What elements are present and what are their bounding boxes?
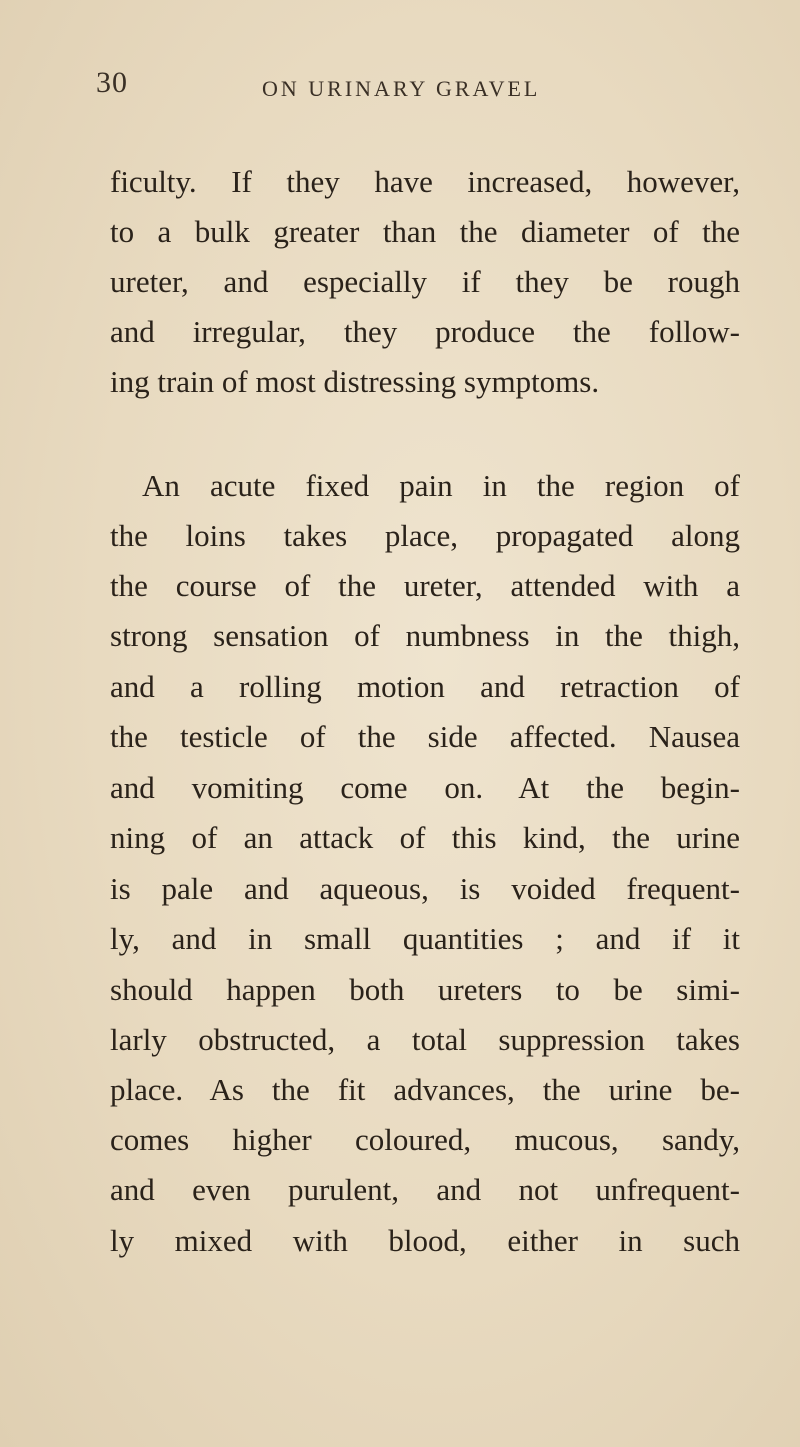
- text-line: the course of the ureter, attended with a: [110, 568, 740, 603]
- text-line: An acute fixed pain in the region of: [142, 468, 740, 503]
- text-line: ing train of most distressing symptoms.: [110, 364, 600, 399]
- text-line: the loins takes place, propagated along: [110, 518, 740, 553]
- running-title: ON URINARY GRAVEL: [262, 76, 541, 101]
- text-line: and vomiting come on. At the begin-: [110, 770, 740, 805]
- page-number: 30: [96, 66, 128, 99]
- text-line: ureter, and especially if they be rough: [110, 264, 740, 299]
- text-line: the testicle of the side affected. Nausea: [110, 719, 740, 754]
- text-line: is pale and aqueous, is voided frequent-: [110, 871, 740, 906]
- text-line: ly mixed with blood, either in such: [110, 1223, 740, 1258]
- text-line: and even purulent, and not unfrequent-: [110, 1172, 740, 1207]
- text-line: ficulty. If they have increased, however,: [110, 164, 740, 199]
- text-line: place. As the fit advances, the urine be-: [110, 1072, 740, 1107]
- text-line: larly obstructed, a total suppression takes: [110, 1022, 740, 1057]
- text-line: should happen both ureters to be simi-: [110, 972, 740, 1007]
- text-line: strong sensation of numbness in the thigh,: [110, 618, 740, 653]
- text-line: comes higher coloured, mucous, sandy,: [110, 1122, 740, 1157]
- text-line: ning of an attack of this kind, the urine: [110, 820, 740, 855]
- text-line: to a bulk greater than the diameter of the: [110, 214, 740, 249]
- text-line: and irregular, they produce the follow-: [110, 314, 740, 349]
- text-line: and a rolling motion and retraction of: [110, 669, 740, 704]
- text-line: ly, and in small quantities ; and if it: [110, 921, 740, 956]
